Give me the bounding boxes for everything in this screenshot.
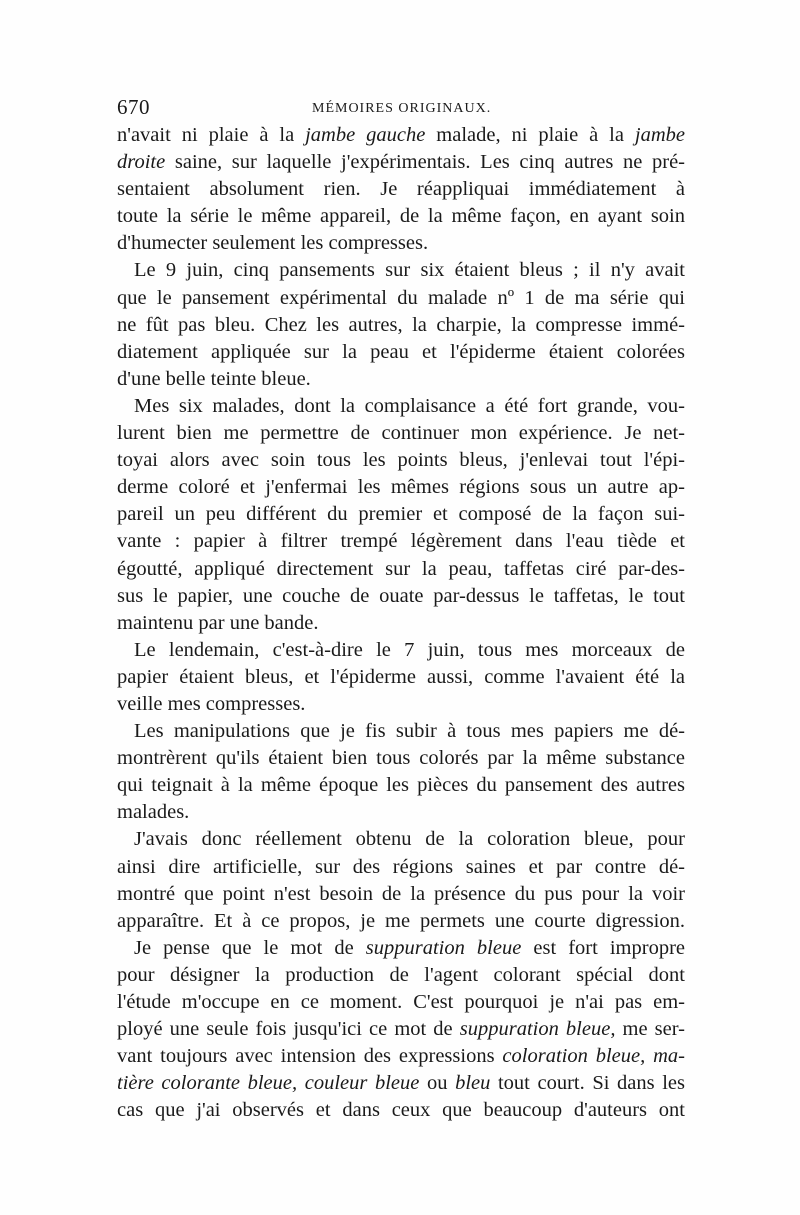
italic-text: bleu [455, 1072, 491, 1095]
text-line [117, 366, 685, 393]
text-segment: cas que j'ai observés et dans ceux que beaucoup d'auteurs ont [117, 1099, 685, 1122]
text-segment: montrèrent qu'ils étaient bien tous colorés par la même substance [117, 747, 685, 770]
text-segment: l'étude m'occupe en ce moment. C'est pourquoi je n'ai pas em- [117, 991, 685, 1013]
text-segment: d'une belle teinte bleue. [117, 367, 311, 390]
text-segment: J'avais donc réellement obtenu de la coloration bleue, pour [134, 828, 685, 851]
text-line [117, 908, 685, 935]
text-line [117, 610, 685, 637]
text-segment: me ser- [615, 1018, 685, 1041]
text-line [117, 1097, 685, 1124]
italic-text: tière colorante bleue, couleur bleue [117, 1072, 420, 1095]
text-segment: vant toujours avec intension des expressions [117, 1045, 503, 1068]
text-segment: n'avait ni plaie à la [117, 124, 306, 146]
text-line [117, 1016, 685, 1043]
text-segment: ou [419, 1072, 456, 1095]
page-header [117, 95, 689, 125]
text-line [117, 718, 685, 745]
text-line [117, 230, 685, 257]
text-segment: pour désigner la production de l'agent colorant spécial dont [117, 963, 685, 986]
italic-text: jambe gauche [305, 124, 426, 146]
text-segment: d'humecter seulement les compresses. [117, 232, 429, 255]
text-segment: ainsi dire artificielle, sur des régions saines et par contre dé- [117, 855, 685, 878]
text-line [117, 393, 685, 420]
text-segment: toute la série le même appareil, de la même façon, en ayant soin [117, 205, 685, 228]
text-segment: sus le papier, une couche de ouate par-dessus le taffetas, le tout [117, 584, 685, 607]
text-segment: diatement appliquée sur la peau et l'épiderme étaient colorées [117, 340, 685, 363]
text-line [117, 989, 685, 1016]
text-line [117, 528, 685, 555]
text-segment: ne fût pas bleu. Chez les autres, la charpie, la compresse immé- [117, 313, 685, 336]
text-segment: papier étaient bleus, et l'épiderme aussi, comme l'avaient été la [117, 665, 685, 688]
text-line [117, 257, 685, 284]
text-segment: derme coloré et j'enfermai les mêmes régions sous un autre ap- [117, 476, 685, 499]
running-head: MÉMOIRES ORIGINAUX. [312, 101, 492, 116]
text-line [117, 1043, 685, 1070]
text-line [117, 339, 685, 366]
text-line [117, 122, 685, 149]
text-line [117, 637, 685, 664]
text-segment: saine, sur laquelle j'expérimentais. Les cinq autres ne pré- [165, 151, 685, 174]
text-line [117, 664, 685, 691]
text-line [117, 285, 685, 312]
text-line [117, 799, 685, 826]
text-line [117, 772, 685, 799]
text-segment: Le 9 juin, cinq pansements sur six étaient bleus ; il n'y avait [134, 259, 685, 282]
text-segment: pareil un peu différent du premier et composé de la façon sui- [117, 503, 685, 526]
text-segment: veille mes compresses. [117, 692, 306, 715]
text-line [117, 935, 685, 962]
text-line [117, 745, 685, 772]
text-segment: tout court. Si dans les [490, 1072, 685, 1095]
text-line [117, 203, 685, 230]
text-segment: malades. [117, 801, 190, 824]
text-segment: vante : papier à filtrer trempé légèrement dans l'eau tiède et [117, 530, 685, 553]
text-line [117, 881, 685, 908]
text-segment: égoutté, appliqué directement sur la peau, taffetas ciré par-des- [117, 557, 685, 580]
text-line [117, 854, 685, 881]
italic-text: droite [117, 151, 166, 174]
text-segment: Le lendemain, c'est-à-dire le 7 juin, tous mes morceaux de [134, 638, 685, 661]
text-segment: lurent bien me permettre de continuer mon expérience. Je net- [117, 422, 685, 445]
italic-text: jambe [634, 124, 686, 146]
text-segment: sentaient absolument rien. Je réappliquai immédiatement à [117, 178, 685, 201]
text-line [117, 312, 685, 339]
text-segment: que le pansement expérimental du malade nº 1 de ma série qui [117, 286, 685, 309]
text-segment: ployé une seule fois jusqu'ici ce mot de [117, 1018, 460, 1041]
text-line [117, 420, 685, 447]
text-segment: Je pense que le mot de [134, 936, 366, 959]
text-segment: est fort impropre [521, 936, 686, 959]
text-line [117, 447, 685, 474]
italic-text: coloration bleue, ma- [502, 1045, 685, 1068]
text-line [117, 474, 685, 501]
text-segment: montré que point n'est besoin de la présence du pus pour la voir [117, 882, 685, 905]
text-segment: toyai alors avec soin tous les points bleus, j'enlevai tout l'épi- [117, 449, 685, 472]
italic-text: suppuration bleue [365, 936, 522, 959]
text-line [117, 556, 685, 583]
text-segment: Mes six malades, dont la complaisance a été fort grande, vou- [134, 394, 685, 417]
body-text [117, 122, 685, 1124]
text-line [117, 583, 685, 610]
text-segment: apparaître. Et à ce propos, je me permets une courte digression. [117, 909, 685, 932]
text-line [117, 691, 685, 718]
text-line [117, 176, 685, 203]
text-segment: Les manipulations que je fis subir à tous mes papiers me dé- [134, 720, 685, 743]
text-line [117, 501, 685, 528]
text-line [117, 962, 685, 989]
page-number: 670 [117, 95, 150, 119]
text-segment: qui teignait à la même époque les pièces du pansement des autres [117, 774, 685, 797]
text-line [117, 826, 685, 853]
text-line [117, 149, 685, 176]
text-segment: maintenu par une bande. [117, 611, 319, 634]
text-segment: malade, ni plaie à la [425, 124, 635, 146]
text-line [117, 1070, 685, 1097]
italic-text: suppuration bleue, [459, 1018, 616, 1041]
